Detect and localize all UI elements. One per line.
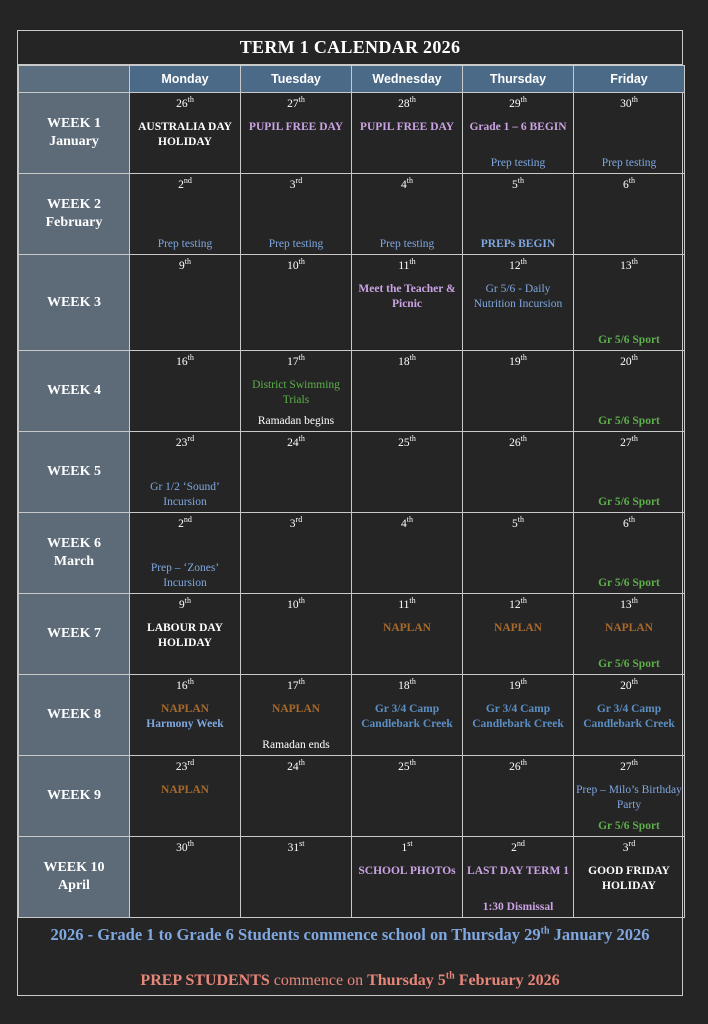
date-number (241, 97, 351, 111)
day-cell (463, 594, 574, 675)
date-number (241, 598, 351, 612)
date-digits: 5 (512, 518, 518, 530)
date-suffix: th (187, 353, 194, 363)
date-digits: 30 (176, 842, 188, 854)
date-suffix: th (520, 95, 527, 105)
week-label-cell (19, 255, 130, 351)
calendar-event: NAPLAN (272, 703, 320, 715)
calendar-event: Prep testing (157, 238, 213, 250)
week-label: WEEK 10 (43, 860, 105, 875)
day-cell (463, 675, 574, 756)
day-cell (463, 174, 574, 255)
calendar-event: AUSTRALIA DAY HOLIDAY (138, 121, 232, 148)
day-cell (352, 255, 463, 351)
date-number (352, 178, 462, 192)
date-number (574, 97, 684, 111)
date-suffix: th (409, 257, 416, 267)
day-cell (130, 432, 241, 513)
day-cell (352, 675, 463, 756)
date-digits: 30 (620, 98, 632, 110)
date-suffix: th (409, 353, 416, 363)
date-number (574, 517, 684, 531)
week-label: WEEK 1 (46, 116, 102, 131)
calendar-footer (18, 901, 682, 995)
date-suffix: th (298, 596, 305, 606)
day-cell (352, 351, 463, 432)
date-suffix: th (406, 176, 413, 186)
date-suffix: th (631, 758, 638, 768)
day-cell (574, 432, 685, 513)
date-digits: 11 (398, 260, 410, 272)
week-label: WEEK 5 (46, 464, 102, 479)
date-digits: 10 (287, 260, 299, 272)
day-cell (241, 432, 352, 513)
day-cell (241, 351, 352, 432)
date-suffix: th (520, 434, 527, 444)
date-digits: 18 (398, 680, 410, 692)
date-digits: 2 (178, 179, 184, 191)
date-number (130, 760, 240, 774)
date-digits: 31 (287, 842, 300, 854)
date-number (130, 517, 240, 531)
day-cell (352, 594, 463, 675)
date-suffix: th (409, 434, 416, 444)
date-digits: 19 (509, 356, 521, 368)
day-header-row (19, 66, 685, 93)
date-digits: 3 (289, 179, 296, 191)
date-number (352, 97, 462, 111)
date-number (130, 355, 240, 369)
week-row (19, 174, 685, 255)
week-label: WEEK 6 (46, 536, 102, 551)
day-cell (574, 351, 685, 432)
date-suffix: th (409, 677, 416, 687)
calendar-event: GOOD FRIDAY HOLIDAY (588, 865, 670, 892)
date-number (574, 436, 684, 450)
day-cell (352, 432, 463, 513)
date-digits: 20 (620, 680, 632, 692)
date-number (463, 517, 573, 531)
day-cell (130, 174, 241, 255)
day-cell (241, 756, 352, 837)
date-digits: 9 (179, 599, 185, 611)
day-cell (130, 93, 241, 174)
calendar-event: PUPIL FREE DAY (359, 121, 455, 133)
date-number (241, 355, 351, 369)
date-number (574, 679, 684, 693)
calendar-event: NAPLAN (161, 784, 209, 796)
date-suffix: th (298, 257, 305, 267)
day-header: Wednesday (352, 66, 463, 93)
calendar-event: Prep testing (490, 157, 546, 169)
week-row (19, 351, 685, 432)
date-digits: 13 (620, 260, 632, 272)
header-corner (19, 66, 130, 93)
date-digits: 26 (509, 437, 521, 449)
calendar-body (19, 93, 685, 918)
date-suffix: th (631, 353, 638, 363)
date-suffix: rd (187, 758, 195, 768)
date-number (352, 259, 462, 273)
date-digits: 20 (620, 356, 632, 368)
date-suffix: th (520, 677, 527, 687)
date-number (352, 436, 462, 450)
date-suffix: th (631, 257, 638, 267)
date-number (352, 760, 462, 774)
calendar-event: Prep testing (268, 238, 324, 250)
calendar-event: LAST DAY TERM 1 (467, 865, 569, 877)
calendar-event: Gr 3/4 Camp Candlebark Creek (583, 703, 675, 730)
date-suffix: th (520, 257, 527, 267)
date-digits: 6 (623, 179, 629, 191)
date-suffix: rd (295, 515, 303, 525)
date-digits: 2 (511, 842, 517, 854)
date-digits: 5 (512, 179, 518, 191)
date-suffix: th (409, 596, 416, 606)
date-suffix: th (184, 257, 191, 267)
date-number (463, 436, 573, 450)
day-cell (130, 513, 241, 594)
calendar-event: Gr 5/6 Sport (598, 415, 660, 427)
day-cell (463, 756, 574, 837)
date-number (463, 97, 573, 111)
calendar-frame (17, 30, 683, 996)
date-digits: 16 (176, 680, 188, 692)
date-number (352, 841, 462, 855)
date-suffix: th (187, 677, 194, 687)
date-number (241, 436, 351, 450)
date-number (241, 760, 351, 774)
date-digits: 17 (287, 680, 299, 692)
date-number (241, 259, 351, 273)
week-label: WEEK 2 (46, 197, 102, 212)
date-digits: 24 (287, 437, 299, 449)
week-label-cell (19, 432, 130, 513)
day-cell (574, 174, 685, 255)
date-digits: 28 (398, 98, 410, 110)
date-suffix: th (406, 515, 413, 525)
calendar-event: Gr 5/6 Sport (598, 820, 660, 832)
day-cell (130, 351, 241, 432)
day-cell (241, 675, 352, 756)
date-suffix: th (298, 434, 305, 444)
day-cell (352, 174, 463, 255)
date-number (574, 355, 684, 369)
day-cell (463, 93, 574, 174)
footer-line1-end: January 2026 (549, 925, 650, 944)
week-label-cell (19, 351, 130, 432)
date-number (352, 355, 462, 369)
week-row (19, 594, 685, 675)
date-number (463, 178, 573, 192)
week-label-cell (19, 174, 130, 255)
date-suffix: th (520, 353, 527, 363)
day-cell (463, 513, 574, 594)
calendar-event: 1:30 Dismissal (482, 901, 554, 913)
calendar-event: Gr 1/2 ‘Sound’ Incursion (150, 481, 220, 508)
day-cell (574, 93, 685, 174)
calendar-event: Prep – ‘Zones’ Incursion (150, 562, 220, 589)
date-suffix: th (631, 677, 638, 687)
footer-line2-mid: commence on (269, 972, 368, 989)
date-number (352, 517, 462, 531)
date-number (574, 760, 684, 774)
date-suffix: th (184, 596, 191, 606)
calendar-event: SCHOOL PHOTOs (358, 865, 456, 877)
week-label-cell (19, 594, 130, 675)
date-suffix: th (517, 176, 524, 186)
footer-grade-note (18, 925, 682, 945)
date-digits: 16 (176, 356, 188, 368)
week-label-cell (19, 93, 130, 174)
week-label: WEEK 9 (46, 788, 102, 803)
date-number (463, 259, 573, 273)
date-number (130, 436, 240, 450)
day-cell (241, 174, 352, 255)
date-suffix: th (628, 176, 635, 186)
date-digits: 27 (620, 761, 632, 773)
date-number (241, 178, 351, 192)
day-cell (574, 675, 685, 756)
date-suffix: nd (183, 176, 192, 186)
date-number (574, 598, 684, 612)
date-suffix: th (298, 758, 305, 768)
date-suffix: nd (183, 515, 192, 525)
date-suffix: rd (628, 839, 636, 849)
date-number (130, 178, 240, 192)
date-suffix: th (187, 839, 194, 849)
calendar-table (18, 65, 685, 918)
date-number (463, 760, 573, 774)
footer-line2-end: February 2026 (454, 972, 560, 989)
date-suffix: th (631, 596, 638, 606)
date-digits: 18 (398, 356, 410, 368)
day-header: Monday (130, 66, 241, 93)
week-row (19, 756, 685, 837)
calendar-event: Harmony Week (146, 718, 224, 730)
date-suffix: th (520, 758, 527, 768)
date-digits: 27 (620, 437, 632, 449)
day-cell (574, 594, 685, 675)
date-digits: 3 (622, 842, 629, 854)
date-digits: 13 (620, 599, 632, 611)
calendar-event: PUPIL FREE DAY (248, 121, 344, 133)
date-digits: 23 (175, 437, 188, 449)
footer-line1-sup: th (540, 925, 550, 937)
date-digits: 12 (509, 599, 521, 611)
date-suffix: st (407, 839, 413, 849)
date-digits: 6 (623, 518, 629, 530)
week-label: WEEK 8 (46, 707, 102, 722)
footer-line1-text: 2026 - Grade 1 to Grade 6 Students commence school on Thursday 29 (50, 925, 541, 944)
date-suffix: th (409, 95, 416, 105)
date-digits: 9 (179, 260, 185, 272)
day-cell (463, 432, 574, 513)
date-digits: 4 (401, 179, 407, 191)
day-cell (130, 756, 241, 837)
date-digits: 27 (287, 98, 299, 110)
date-number (130, 679, 240, 693)
date-number (130, 97, 240, 111)
date-suffix: th (298, 677, 305, 687)
month-label: March (53, 554, 95, 569)
day-cell (574, 255, 685, 351)
calendar-event: Grade 1 – 6 BEGIN (469, 121, 567, 133)
date-number (463, 841, 573, 855)
day-header: Friday (574, 66, 685, 93)
footer-prep-label: PREP STUDENTS (140, 972, 270, 989)
day-cell (130, 594, 241, 675)
calendar-event: District Swimming Trials (252, 379, 340, 406)
day-cell (574, 513, 685, 594)
week-label: WEEK 7 (46, 626, 102, 641)
day-cell (463, 255, 574, 351)
day-cell (352, 513, 463, 594)
date-digits: 23 (175, 761, 188, 773)
calendar-event: Gr 5/6 Sport (598, 658, 660, 670)
calendar-event: Gr 3/4 Camp Candlebark Creek (361, 703, 453, 730)
day-cell (130, 255, 241, 351)
footer-line2-date: Thursday 5 (367, 972, 446, 989)
date-digits: 1 (401, 842, 408, 854)
week-label: WEEK 4 (46, 383, 102, 398)
date-suffix: st (299, 839, 305, 849)
day-cell (241, 255, 352, 351)
calendar-event: Prep testing (601, 157, 657, 169)
date-suffix: rd (295, 176, 303, 186)
day-cell (241, 513, 352, 594)
month-label: February (45, 215, 103, 230)
week-row (19, 255, 685, 351)
date-number (352, 598, 462, 612)
day-cell (130, 675, 241, 756)
calendar-event: Gr 5/6 Sport (598, 577, 660, 589)
date-digits: 2 (178, 518, 184, 530)
week-label-cell (19, 675, 130, 756)
calendar-event: Ramadan begins (257, 415, 335, 427)
calendar-event: NAPLAN (161, 703, 209, 715)
date-digits: 12 (509, 260, 521, 272)
calendar-event: LABOUR DAY HOLIDAY (147, 622, 223, 649)
calendar-event: Gr 5/6 Sport (598, 496, 660, 508)
week-label: WEEK 3 (46, 294, 102, 310)
date-suffix: th (298, 95, 305, 105)
date-suffix: th (631, 434, 638, 444)
date-digits: 29 (509, 98, 521, 110)
date-digits: 25 (398, 761, 410, 773)
week-label-cell (19, 513, 130, 594)
calendar-event: Gr 5/6 - Daily Nutrition Incursion (473, 283, 563, 310)
date-digits: 10 (287, 599, 299, 611)
calendar-event: Meet the Teacher & Picnic (358, 283, 456, 310)
date-number (241, 679, 351, 693)
date-suffix: th (517, 515, 524, 525)
day-header: Tuesday (241, 66, 352, 93)
calendar-event: NAPLAN (383, 622, 431, 634)
date-suffix: th (628, 515, 635, 525)
date-number (463, 598, 573, 612)
calendar-event: Prep testing (379, 238, 435, 250)
date-digits: 4 (401, 518, 407, 530)
date-number (130, 841, 240, 855)
date-digits: 24 (287, 761, 299, 773)
day-cell (241, 93, 352, 174)
week-row (19, 93, 685, 174)
date-number (241, 517, 351, 531)
week-row (19, 675, 685, 756)
month-label: April (58, 878, 90, 893)
calendar-event: Gr 5/6 Sport (598, 334, 660, 346)
day-cell (574, 756, 685, 837)
calendar-event: NAPLAN (494, 622, 542, 634)
day-cell (352, 756, 463, 837)
date-suffix: rd (187, 434, 195, 444)
calendar-event: Gr 3/4 Camp Candlebark Creek (472, 703, 564, 730)
date-number (241, 841, 351, 855)
date-number (130, 598, 240, 612)
date-digits: 11 (398, 599, 410, 611)
date-digits: 26 (176, 98, 188, 110)
day-cell (241, 594, 352, 675)
footer-line2-sup: th (445, 970, 455, 982)
calendar-event: Ramadan ends (262, 739, 330, 751)
week-row (19, 432, 685, 513)
date-number (463, 355, 573, 369)
day-header: Thursday (463, 66, 574, 93)
month-label: January (49, 134, 99, 149)
calendar-event: NAPLAN (605, 622, 653, 634)
date-digits: 19 (509, 680, 521, 692)
date-suffix: th (409, 758, 416, 768)
date-digits: 17 (287, 356, 299, 368)
date-suffix: th (520, 596, 527, 606)
date-number (574, 178, 684, 192)
day-cell (352, 93, 463, 174)
date-number (574, 259, 684, 273)
date-suffix: th (187, 95, 194, 105)
date-suffix: th (631, 95, 638, 105)
date-number (352, 679, 462, 693)
calendar-event: Prep – Milo’s Birthday Party (576, 784, 682, 811)
date-digits: 3 (289, 518, 296, 530)
date-digits: 26 (509, 761, 521, 773)
date-number (130, 259, 240, 273)
date-number (574, 841, 684, 855)
date-suffix: th (298, 353, 305, 363)
date-number (463, 679, 573, 693)
calendar-title: TERM 1 CALENDAR 2026 (18, 31, 682, 65)
date-suffix: nd (516, 839, 525, 849)
day-cell (463, 351, 574, 432)
date-digits: 25 (398, 437, 410, 449)
calendar-event: PREPs BEGIN (480, 238, 556, 250)
week-label-cell (19, 756, 130, 837)
week-row (19, 513, 685, 594)
footer-prep-note (18, 972, 682, 990)
